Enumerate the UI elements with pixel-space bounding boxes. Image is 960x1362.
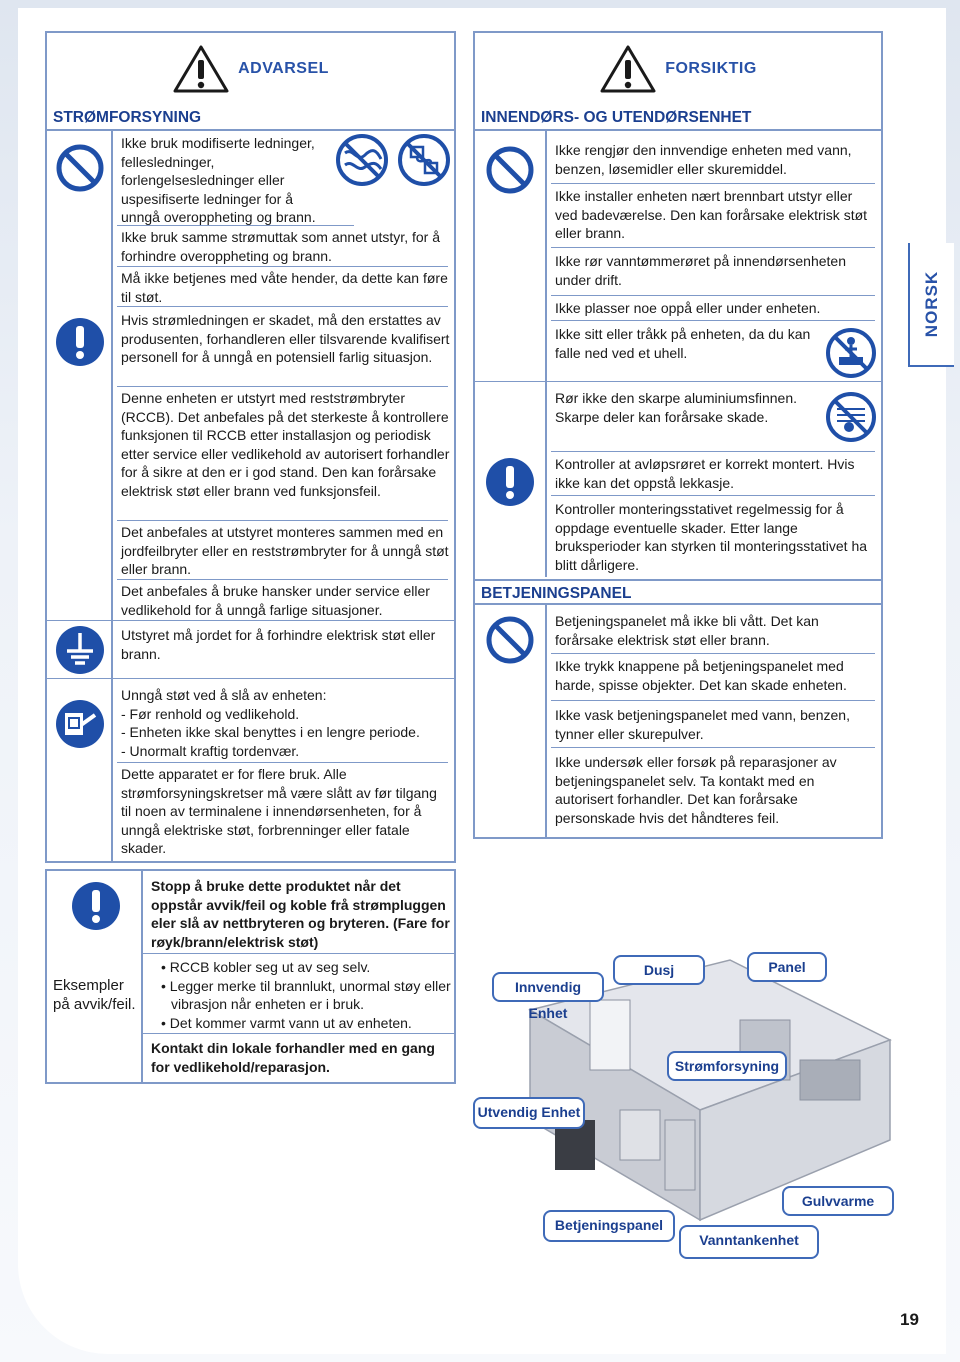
- divider: [551, 183, 875, 184]
- examples-label: Eksempler på avvik/feil.: [53, 977, 136, 1013]
- divider: [551, 247, 875, 248]
- label-floor-heating: Gulvvarme: [782, 1186, 894, 1216]
- bullet-item: • Det kommer varmt vann ut av enheten.: [161, 1014, 412, 1031]
- label-indoor-unit: Innvendig Enhet: [492, 972, 604, 1002]
- divider: [117, 386, 448, 387]
- indoor-outdoor-heading: INNENDØRS- OG UTENDØRSENHET: [475, 105, 881, 131]
- label-water-tank: Vanntankenhet: [679, 1225, 819, 1259]
- divider: [117, 306, 448, 307]
- no-extension-cord-icon: [397, 133, 451, 187]
- panel-item-3: Ikke vask betjeningspanelet med vann, benzen, tynner eller skurepulver.: [555, 707, 850, 742]
- warning-header: [47, 33, 454, 107]
- warning-title: ADVARSEL: [238, 60, 329, 77]
- divider: [551, 295, 875, 296]
- unplug-icon: [55, 699, 105, 749]
- divider: [551, 653, 875, 654]
- language-tab-label: NORSK: [922, 270, 941, 338]
- caution-title: FORSIKTIG: [665, 60, 757, 77]
- label-panel: Panel: [747, 952, 827, 982]
- warning-item-5: Denne enheten er utstyrt med reststrømbryter (RCCB). Det anbefales på det sterkeste å kontrollere funksjonen til RCCB etter installasjon og periodisk etter service eller vedlikehold av autorisert forhandler for å sikre at den er i god stand. Den kan forårsake elektrisk støt eller brann ved funksjonsfeil.: [121, 390, 450, 499]
- warning-item-8: Utstyret må jordet for å forhindre elektrisk støt eller brann.: [121, 627, 436, 662]
- divider: [551, 495, 875, 496]
- label-control-panel: Betjeningspanel: [543, 1210, 675, 1242]
- divider: [551, 320, 875, 321]
- warning-section: [45, 31, 456, 863]
- caution-header: [475, 33, 881, 107]
- prohibited-icon: [55, 143, 105, 193]
- caution-icon-column: [475, 131, 547, 577]
- divider: [143, 1033, 454, 1034]
- label-power-supply: Strømforsyning: [667, 1051, 787, 1081]
- caution-item-3: Ikke rør vanntømmerøret på innendørsenheten under drift.: [555, 253, 847, 288]
- warning-item-7: Det anbefales å bruke hansker under service eller vedlikehold for å unngå farlige situasjoner.: [121, 583, 430, 618]
- mandatory-icon: [71, 881, 121, 931]
- divider: [551, 700, 875, 701]
- bullet-text: Legger merke til brannlukt, unormal støy eller vibrasjon når enheten er i bruk.: [169, 977, 451, 1012]
- power-supply-heading: STRØMFORSYNING: [47, 105, 454, 131]
- warning-item-2: Ikke bruk samme strømuttak som annet utstyr, for å forhindre overoppheting og brann.: [121, 229, 440, 264]
- warning-triangle-icon: [172, 44, 230, 94]
- divider: [117, 266, 448, 267]
- label-outdoor-unit: Utvendig Enhet: [473, 1097, 585, 1129]
- caution-item-8: Kontroller monteringsstativet regelmessig for å oppdage eventuelle skader. Etter lange bruksperioder kan styrken til monteringsstativet ha blitt dårligere.: [555, 501, 868, 573]
- divider: [475, 381, 881, 382]
- caution-triangle-icon: [599, 44, 657, 94]
- warning-item-1: Ikke bruk modifiserte ledninger, fellesledninger, forlengelsesledninger eller uspesifiserte ledninger for å unngå overoppheting og brann.: [121, 135, 316, 225]
- ground-icon: [55, 625, 105, 675]
- panel-item-1: Betjeningspanelet må ikke bli vått. Det kan forårsake elektrisk støt eller brann.: [555, 613, 819, 648]
- warning-item-9: Unngå støt ved å slå av enheten: - Før renhold og vedlikehold. - Enheten ikke skal benyttes i en lengre periode. - Unormalt kraftig tordenvær.: [121, 687, 420, 759]
- language-tab: [908, 243, 954, 367]
- divider: [47, 620, 454, 621]
- label-shower: Dusj: [613, 955, 705, 985]
- caution-section: [473, 31, 883, 839]
- caution-item-7: Kontroller at avløpsrøret er korrekt montert. Hvis ikke kan det oppstå lekkasje.: [555, 456, 855, 491]
- panel-item-2: Ikke trykk knappene på betjeningspanelet med harde, spisse objekter. Det kan skade enheten.: [555, 658, 847, 693]
- stop-headline: Stopp å bruke dette produktet når det oppstår avvik/feil og koble frå strømpluggen eler slå av nettbryteren og bryteren. (Fare for røyk/brann/elektrisk støt): [151, 878, 450, 950]
- divider: [551, 747, 875, 748]
- page-number: 19: [900, 1310, 919, 1329]
- caution-item-6: Rør ikke den skarpe aluminiumsfinnen. Skarpe deler kan forårsake skade.: [555, 390, 797, 425]
- mandatory-icon: [485, 457, 535, 507]
- no-standing-icon: [825, 327, 877, 379]
- caution-item-4: Ikke plasser noe oppå eller under enheten.: [555, 300, 821, 316]
- mandatory-icon: [55, 317, 105, 367]
- warning-item-6: Det anbefales at utstyret monteres sammen med en jordfeilbryter eller en reststrømbryter for å unngå støt eller brann.: [121, 524, 449, 577]
- bullet-item: • Legger merke til brannlukt, unormal støy eller vibrasjon når enheten er i bruk.: [161, 977, 451, 1012]
- panel-item-4: Ikke undersøk eller forsøk på reparasjoner av betjeningspanelet selv. Ta kontakt med en autorisert forhandler. Det kan forårsake personskade hvis det håndteres feil.: [555, 754, 837, 826]
- warning-item-10: Dette apparatet er for flere bruk. Alle strømforsyningskretser må være slått av før tilgang til noen av terminalene i innendørsenheten, for å unngå elektriske støt, forbrenninger eller fatale skader.: [121, 766, 437, 856]
- prohibited-icon: [485, 615, 535, 665]
- no-touch-fins-icon: [825, 391, 877, 443]
- contact-text: Kontakt din lokale forhandler med en gang for vedlikehold/reparasjon.: [151, 1040, 435, 1075]
- divider: [117, 579, 448, 580]
- bullet-text: Det kommer varmt vann ut av enheten.: [169, 1014, 412, 1031]
- divider: [117, 762, 448, 763]
- divider: [551, 451, 875, 452]
- warning-item-4: Hvis strømledningen er skadet, må den erstattes av produsenten, forhandleren eller tilsvarende kvalifisert personell for å unngå en potensiell farlig situasjon.: [121, 312, 450, 365]
- stop-section: [45, 869, 456, 1084]
- no-cable-splice-icon: [335, 133, 389, 187]
- control-panel-heading: BETJENINGSPANEL: [475, 579, 881, 605]
- warning-item-3: Må ikke betjenes med våte hender, da dette kan føre til støt.: [121, 270, 448, 305]
- warning-icon-column: [47, 131, 113, 863]
- stop-bullet-list: [151, 958, 451, 1032]
- divider: [47, 678, 454, 679]
- caution-item-1: Ikke rengjør den innvendige enheten med vann, benzen, løsemidler eller skuremiddel.: [555, 142, 852, 177]
- divider: [117, 225, 354, 226]
- caution-item-5: Ikke sitt eller tråkk på enheten, da du kan falle ned ved et uhell.: [555, 326, 811, 361]
- caution-item-2: Ikke installer enheten nært brennbart utstyr eller ved badeværelse. Den kan forårsake elektrisk støt eller brann.: [555, 188, 868, 241]
- bullet-item: • RCCB kobler seg ut av seg selv.: [161, 959, 371, 975]
- divider: [117, 520, 448, 521]
- prohibited-icon: [485, 145, 535, 195]
- bullet-text: RCCB kobler seg ut av seg selv.: [169, 959, 371, 975]
- divider: [143, 953, 454, 954]
